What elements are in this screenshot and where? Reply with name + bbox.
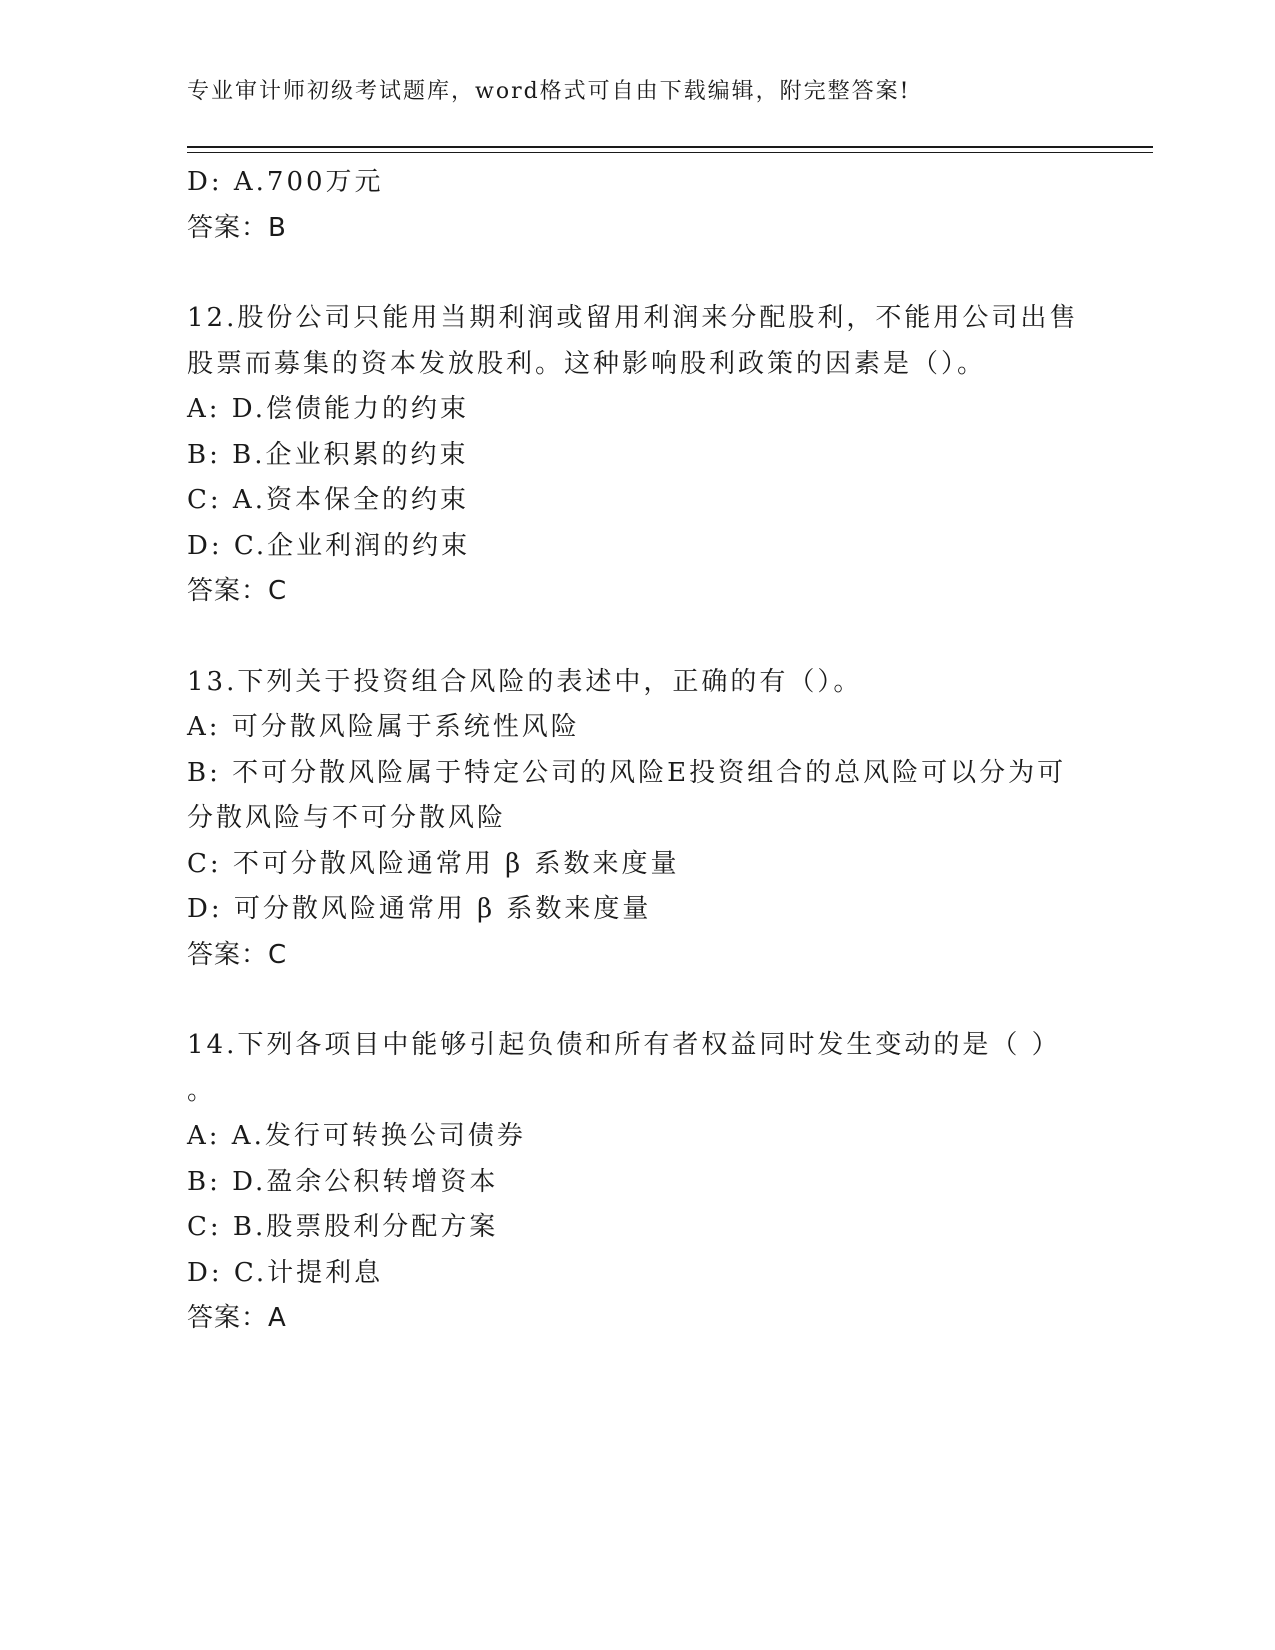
option-b: B: B.企业积累的约束 [187,439,469,470]
option-c: C: A.资本保全的约束 [187,485,469,515]
spacer [187,251,1087,296]
option-d: D: A.700万元 [187,167,384,197]
answer-line: 答案：B [187,212,287,243]
header-rule [187,146,1153,148]
answer-line: 答案：C [187,939,288,970]
option-b: B: D.盈余公积转增资本 [187,1166,499,1197]
answer-line: 答案：A [187,1303,287,1333]
option-a: A: 可分散风险属于系统性风险 [187,712,580,742]
header-rule-thin [187,152,1153,153]
question-stem: 12.股份公司只能用当期利润或留用利润来分配股利，不能用公司出售 [187,303,1079,333]
spacer [187,615,1087,660]
option-b-continued: 分散风险与不可分散风险 [187,803,507,833]
spacer [187,978,1087,1023]
option-d: D: C.计提利息 [187,1257,384,1288]
option-b: B: 不可分散风险属于特定公司的风险E投资组合的总风险可以分为可 [187,757,1067,788]
previous-question-tail [187,160,1087,251]
question-13 [187,660,1087,979]
question-stem-continued: 。 [187,1075,214,1106]
question-stem-continued: 股票而募集的资本发放股利。这种影响股利政策的因素是（）。 [187,348,987,379]
question-stem: 14.下列各项目中能够引起负债和所有者权益同时发生变动的是（ ） [187,1030,1061,1060]
question-12 [187,296,1087,615]
option-c: C: 不可分散风险通常用 β 系数来度量 [187,848,680,879]
option-a: A: D.偿债能力的约束 [187,394,469,424]
option-d: D: C.企业利润的约束 [187,530,471,561]
answer-line: 答案：C [187,576,288,606]
option-d: D: 可分散风险通常用 β 系数来度量 [187,894,652,924]
option-a: A: A.发行可转换公司债券 [187,1121,526,1151]
option-c: C: B.股票股利分配方案 [187,1212,499,1242]
page-header: 专业审计师初级考试题库，word格式可自由下载编辑，附完整答案! [187,79,911,104]
document-body [187,160,1087,1342]
question-14 [187,1023,1087,1342]
question-stem: 13.下列关于投资组合风险的表述中，正确的有（）。 [187,666,863,697]
